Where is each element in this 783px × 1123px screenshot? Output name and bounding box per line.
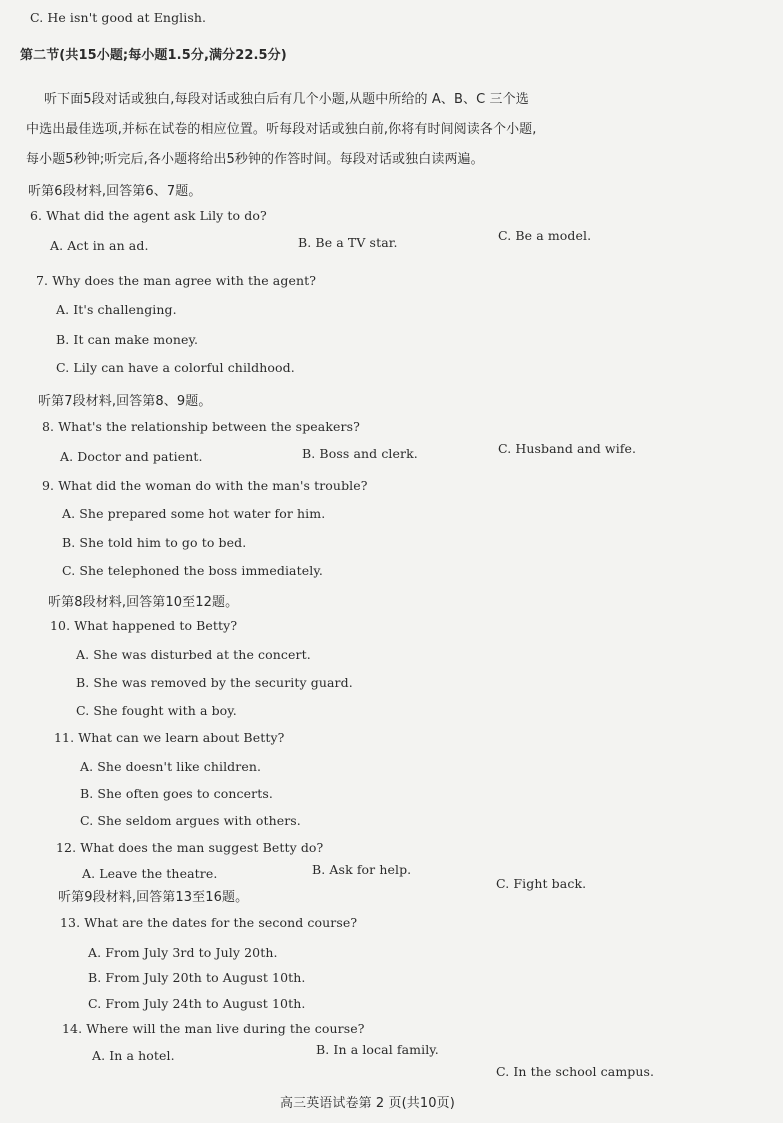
prev-option-c: C. He isn't good at English. bbox=[30, 10, 207, 25]
option-a: A. Doctor and patient. bbox=[60, 449, 203, 464]
option-a: A. From July 3rd to July 20th. bbox=[88, 945, 278, 960]
option-a: A. She was disturbed at the concert. bbox=[76, 647, 311, 662]
option-a: A. Leave the theatre. bbox=[82, 866, 218, 881]
option-c: C. Fight back. bbox=[496, 876, 587, 891]
option-a: A. It's challenging. bbox=[56, 302, 177, 317]
instruction-line: 听下面5段对话或独白,每段对话或独白后有几个小题,从题中所给的 A、B、C 三个选 bbox=[44, 92, 529, 107]
option-b: B. She told him to go to bed. bbox=[62, 535, 247, 550]
option-c: C. She telephoned the boss immediately. bbox=[62, 563, 323, 578]
group-intro: 听第7段材料,回答第8、9题。 bbox=[38, 394, 212, 409]
section-title: 第二节(共15小题;每小题1.5分,满分22.5分) bbox=[20, 48, 287, 63]
option-a: A. In a hotel. bbox=[92, 1048, 175, 1063]
option-c: C. From July 24th to August 10th. bbox=[88, 996, 306, 1011]
question-stem: 6. What did the agent ask Lily to do? bbox=[30, 208, 267, 223]
question-stem: 13. What are the dates for the second course? bbox=[60, 915, 358, 930]
group-intro: 听第8段材料,回答第10至12题。 bbox=[48, 595, 239, 610]
option-b: B. In a local family. bbox=[316, 1042, 439, 1057]
option-b: B. She often goes to concerts. bbox=[80, 786, 273, 801]
option-b: B. Be a TV star. bbox=[298, 235, 398, 250]
option-a: A. She doesn't like children. bbox=[80, 759, 262, 774]
option-c: C. In the school campus. bbox=[496, 1064, 655, 1079]
option-b: B. It can make money. bbox=[56, 332, 199, 347]
option-c: C. She fought with a boy. bbox=[76, 703, 237, 718]
option-b: B. Ask for help. bbox=[312, 862, 412, 877]
page-footer: 高三英语试卷第 2 页(共10页) bbox=[280, 1096, 455, 1111]
group-intro: 听第9段材料,回答第13至16题。 bbox=[58, 890, 249, 905]
question-stem: 9. What did the woman do with the man's trouble? bbox=[42, 478, 368, 493]
option-b: B. Boss and clerk. bbox=[302, 446, 418, 461]
option-c: C. Husband and wife. bbox=[498, 441, 637, 456]
option-a: A. She prepared some hot water for him. bbox=[62, 506, 326, 521]
question-stem: 12. What does the man suggest Betty do? bbox=[56, 840, 324, 855]
instruction-line: 中选出最佳选项,并标在试卷的相应位置。听每段对话或独白前,你将有时间阅读各个小题, bbox=[26, 122, 537, 137]
question-stem: 11. What can we learn about Betty? bbox=[54, 730, 285, 745]
question-stem: 14. Where will the man live during the course? bbox=[62, 1021, 365, 1036]
instruction-line: 每小题5秒钟;听完后,各小题将给出5秒钟的作答时间。每段对话或独白读两遍。 bbox=[26, 152, 484, 167]
group-intro: 听第6段材料,回答第6、7题。 bbox=[28, 184, 202, 199]
option-a: A. Act in an ad. bbox=[50, 238, 149, 253]
option-c: C. Be a model. bbox=[498, 228, 592, 243]
option-b: B. From July 20th to August 10th. bbox=[88, 970, 306, 985]
question-stem: 10. What happened to Betty? bbox=[50, 618, 238, 633]
option-c: C. Lily can have a colorful childhood. bbox=[56, 360, 295, 375]
question-stem: 8. What's the relationship between the speakers? bbox=[42, 419, 360, 434]
option-c: C. She seldom argues with others. bbox=[80, 813, 301, 828]
option-b: B. She was removed by the security guard. bbox=[76, 675, 353, 690]
question-stem: 7. Why does the man agree with the agent? bbox=[36, 273, 317, 288]
